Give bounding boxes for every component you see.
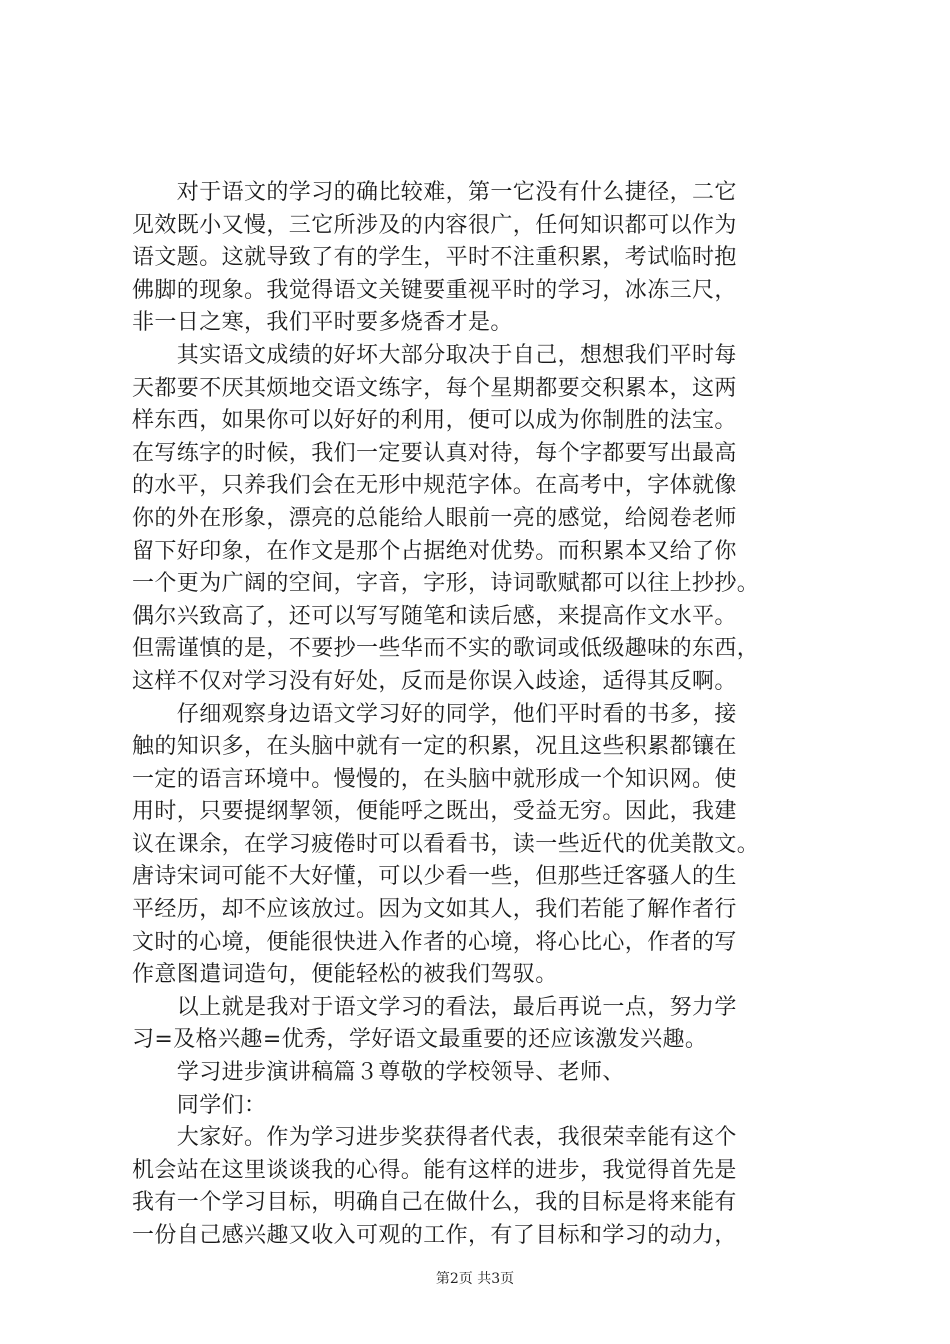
text-line: 其实语文成绩的好坏大部分取决于自己，想想我们平时每 [132,342,737,368]
text-line: 佛脚的现象。我觉得语文关键要重视平时的学习，冰冻三尺， [132,277,737,303]
text-line: 见效既小又慢，三它所涉及的内容很广，任何知识都可以作为 [132,212,737,238]
text-line: 触的知识多，在头脑中就有一定的积累，况且这些积累都镶在 [132,734,737,760]
text-line: 大家好。作为学习进步奖获得者代表，我很荣幸能有这个 [132,1125,737,1151]
text-line: 偶尔兴致高了，还可以写写随笔和读后感，来提高作文水平。 [132,603,737,629]
text-line: 平经历，却不应该放过。因为文如其人，我们若能了解作者行 [132,897,737,923]
page-footer: 第2页 共3页 [435,1271,515,1287]
text-line: 机会站在这里谈谈我的心得。能有这样的进步，我觉得首先是 [132,1157,737,1183]
text-line: 样东西，如果你可以好好的利用，便可以成为你制胜的法宝。 [132,408,737,434]
text-line: 以上就是我对于语文学习的看法，最后再说一点，努力学 [132,994,737,1020]
text-line: 天都要不厌其烦地交语文练字，每个星期都要交积累本，这两 [132,375,737,401]
text-line: 仔细观察身边语文学习好的同学，他们平时看的书多，接 [132,701,737,727]
text-line: 一个更为广阔的空间，字音，字形，诗词歌赋都可以往上抄抄。 [132,571,760,597]
text-line: 我有一个学习目标，明确自己在做什么，我的目标是将来能有 [132,1190,737,1216]
text-line: 文时的心境，便能很快进入作者的心境，将心比心，作者的写 [132,929,737,955]
text-line: 作意图遣词造句，便能轻松的被我们驾驭。 [132,962,558,988]
text-line: 非一日之寒，我们平时要多烧香才是。 [132,310,513,336]
text-line: 一份自己感兴趣又收入可观的工作，有了目标和学习的动力， [132,1223,737,1248]
text-line: 但需谨慎的是，不要抄一些华而不实的歌词或低级趣味的东西， [132,636,760,662]
text-line: 留下好印象，在作文是那个占据绝对优势。而积累本又给了你 [132,538,737,564]
text-line: 的水平，只养我们会在无形中规范字体。在高考中，字体就像 [132,473,737,499]
text-line: 一定的语言环境中。慢慢的，在头脑中就形成一个知识网。使 [132,766,737,792]
text-line: 议在课余，在学习疲倦时可以看看书，读一些近代的优美散文。 [132,831,760,857]
text-line: 学习进步演讲稿篇３尊敬的学校领导、老师、 [132,1060,625,1086]
document-body [132,177,832,1253]
text-line: 同学们： [132,1092,267,1118]
text-line: 习=及格兴趣=优秀，学好语文最重要的还应该激发兴趣。 [132,1027,708,1053]
text-line: 语文题。这就导致了有的学生，平时不注重积累，考试临时抱 [132,245,737,271]
text-line: 唐诗宋词可能不大好懂，可以少看一些，但那些迁客骚人的生 [132,864,737,890]
text-line: 你的外在形象，漂亮的总能给人眼前一亮的感觉，给阅卷老师 [132,505,737,531]
text-line: 这样不仅对学习没有好处，反而是你误入歧途，适得其反啊。 [132,668,737,694]
text-line: 在写练字的时候，我们一定要认真对待，每个字都要写出最高 [132,440,737,466]
text-line: 对于语文的学习的确比较难，第一它没有什么捷径，二它 [132,180,737,205]
text-line: 用时，只要提纲挈领，便能呼之既出，受益无穷。因此，我建 [132,799,737,825]
